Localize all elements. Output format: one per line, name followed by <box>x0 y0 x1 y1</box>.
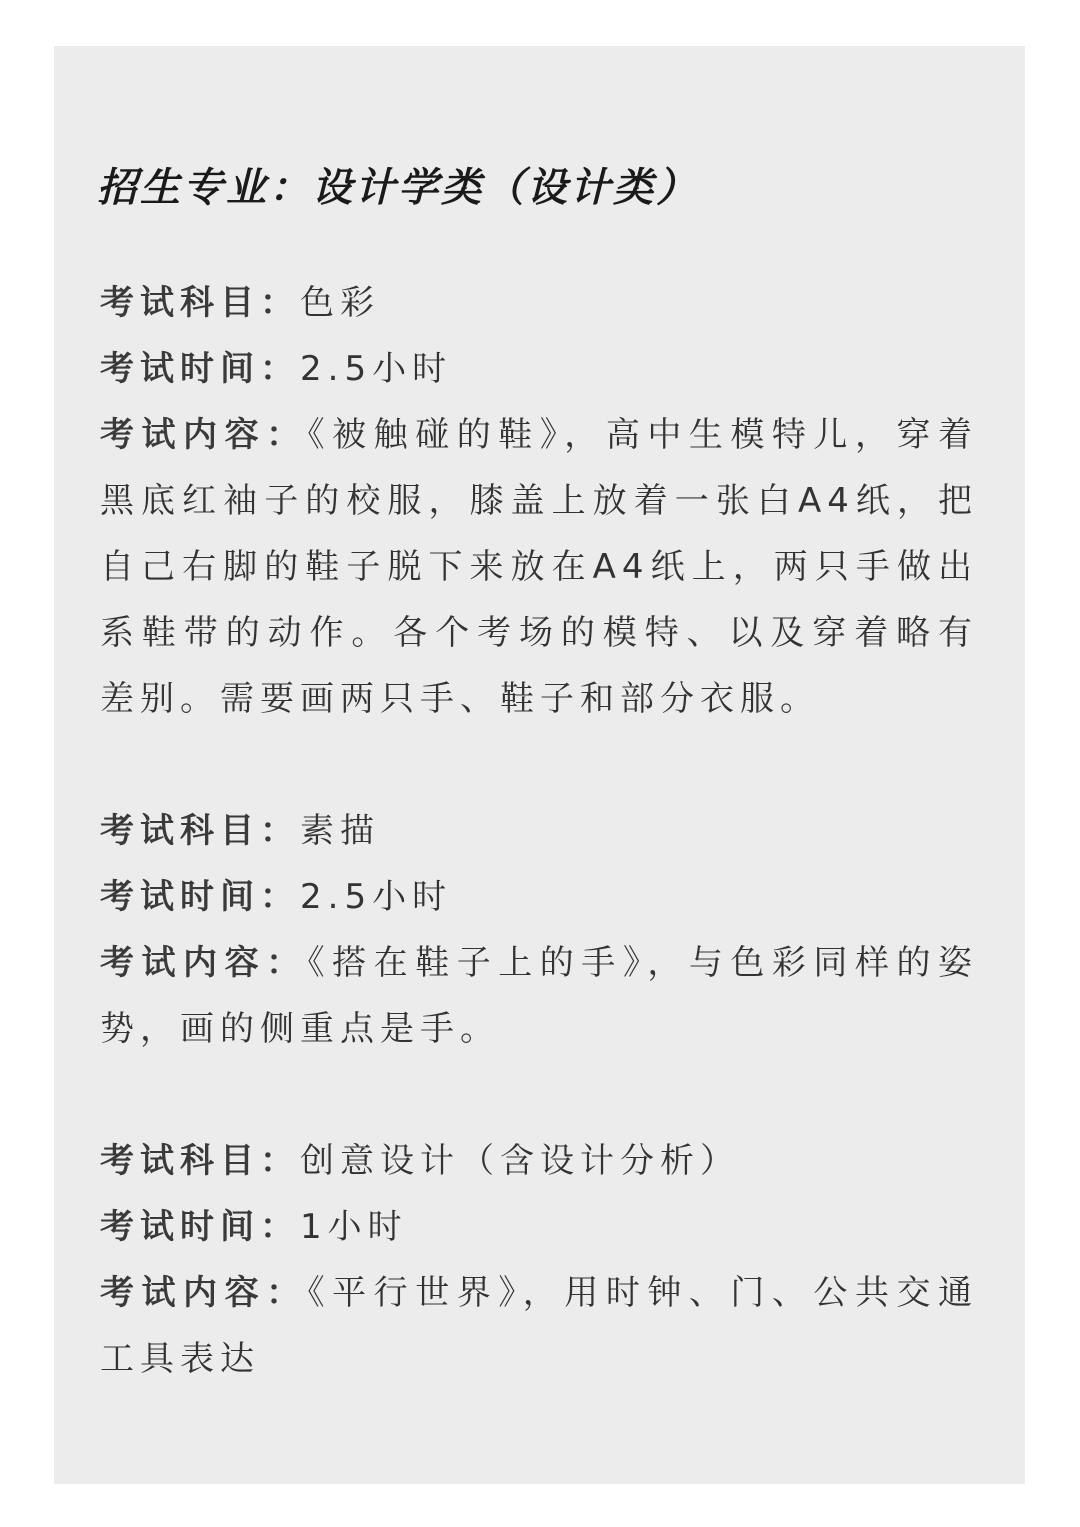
subject-label: 考试科目： <box>100 811 300 851</box>
subject-block-color <box>100 270 978 732</box>
page-title: 招生专业：设计学类（设计类） <box>97 165 699 211</box>
content-label: 考试内容： <box>100 943 308 983</box>
content-value: 《被触碰的鞋》，高中生模特儿，穿着黑底红袖子的校服，膝盖上放着一张白A4纸，把自己右脚的鞋子脱下来放在A4纸上，两只手做出系鞋带的动作。各个考场的模特、以及穿着略有差别。需要画两只手、鞋子和部分衣服。 <box>100 415 979 719</box>
subject-block-creative-design <box>100 1128 978 1392</box>
subject-label: 考试科目： <box>100 283 300 323</box>
time-label: 考试时间： <box>100 1207 300 1247</box>
content-label: 考试内容： <box>100 415 308 455</box>
time-row <box>100 336 978 402</box>
subject-row <box>100 270 978 336</box>
subject-block-sketch <box>100 798 978 1062</box>
subject-label: 考试科目： <box>100 1141 300 1181</box>
time-value: 2.5小时 <box>300 877 453 917</box>
time-value: 2.5小时 <box>300 349 453 389</box>
content-row <box>100 1260 978 1392</box>
time-row <box>100 1194 978 1260</box>
content-row <box>100 930 978 1062</box>
content-row <box>100 402 978 732</box>
content-value: 《平行世界》，用时钟、门、公共交通工具表达 <box>100 1273 979 1379</box>
subject-row <box>100 1128 978 1194</box>
time-label: 考试时间： <box>100 349 300 389</box>
time-value: 1小时 <box>300 1207 408 1247</box>
subject-list <box>100 270 978 1458</box>
subject-row <box>100 798 978 864</box>
subject-value: 色彩 <box>300 283 380 323</box>
subject-value: 创意设计（含设计分析） <box>300 1141 740 1181</box>
time-row <box>100 864 978 930</box>
time-label: 考试时间： <box>100 877 300 917</box>
content-value: 《搭在鞋子上的手》，与色彩同样的姿势，画的侧重点是手。 <box>100 943 979 1049</box>
content-label: 考试内容： <box>100 1273 308 1313</box>
subject-value: 素描 <box>300 811 380 851</box>
